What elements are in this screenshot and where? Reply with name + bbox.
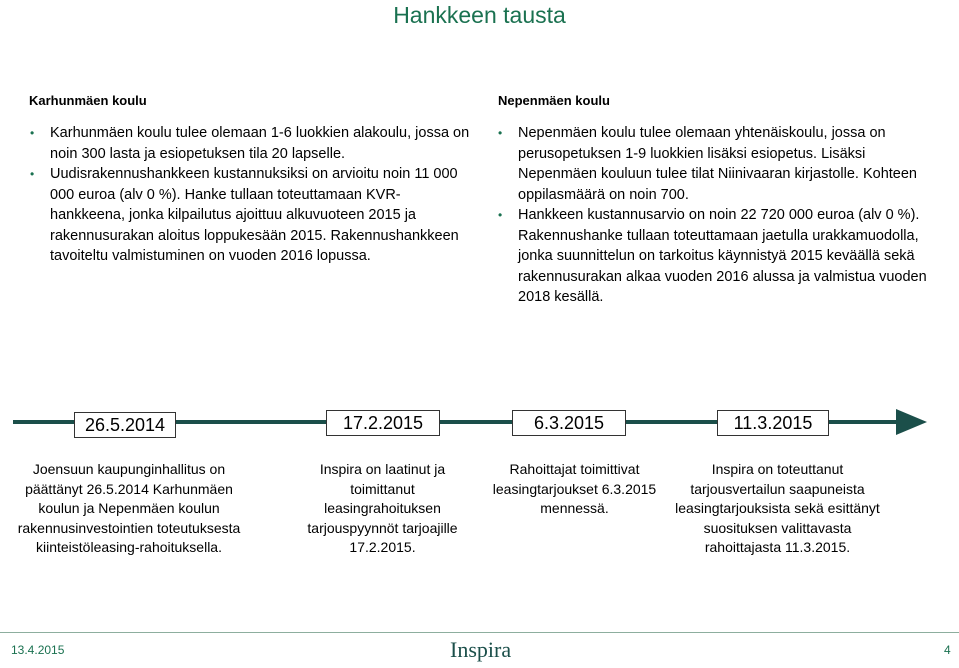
timeline-date-4: 11.3.2015 <box>717 410 829 436</box>
bullet-icon: • <box>498 126 503 140</box>
timeline-event-3: Rahoittajat toimittivat leasingtarjoukset 6.3.2015 mennessä. <box>492 461 657 516</box>
timeline-event-2: Inspira on laatinut ja toimittanut leasingrahoituksen tarjouspyynnöt tarjoajille 17.2.2015. <box>307 461 458 555</box>
inspira-logo: Inspira <box>450 637 512 662</box>
bullet-icon: • <box>30 126 35 140</box>
list-item <box>30 123 475 164</box>
timeline-arrow-icon <box>896 409 927 435</box>
timeline-event-4: Inspira on toteuttanut tarjousvertailun saapuneista leasingtarjouksista sekä esittänyt suosituksen valittavasta rahoittajasta 11.3.2015. <box>675 461 880 555</box>
bullet-text: Nepenmäen koulu tulee olemaan yhtenäiskoulu, jossa on perusopetuksen 1-9 luokkien lisäksi esiopetus. Lisäksi Nepenmäen kouluun tulee tilat Niinivaaran kirjastolle. Kohteen oppilasmäärä on noin 700. <box>518 125 917 203</box>
timeline-date-1: 26.5.2014 <box>74 412 176 438</box>
bullet-text: Hankkeen kustannusarvio on noin 22 720 000 euroa (alv 0 %). Rakennushanke tullaan toteuttamaan jaetulla urakkamuodolla, jonka suunnittelun on tarkoitus käynnistyä 2015 keväällä sekä rakennusurakan alkaa vuoden 2016 alussa ja valmistua vuoden 2018 kesällä. <box>518 207 927 305</box>
list-item <box>498 205 938 308</box>
footer-divider <box>0 632 959 633</box>
bullet-icon: • <box>30 167 35 181</box>
page-number: 4 <box>944 643 951 657</box>
timeline-date-2: 17.2.2015 <box>326 410 440 436</box>
karhunmaki-bullets <box>30 123 475 267</box>
list-item <box>498 123 938 205</box>
bullet-text: Karhunmäen koulu tulee olemaan 1-6 luokkien alakoulu, jossa on noin 300 lasta ja esiopetuksen tila 20 lapselle. <box>50 125 470 162</box>
karhunmaki-heading: Karhunmäen koulu <box>29 93 147 108</box>
page-title: Hankkeen tausta <box>393 2 566 28</box>
bullet-icon: • <box>498 208 503 222</box>
nepenmaki-heading: Nepenmäen koulu <box>498 93 610 108</box>
timeline-event-1: Joensuun kaupunginhallitus on päättänyt 26.5.2014 Karhunmäen koulun ja Nepenmäen koulun rakennusinvestointien toteutuksesta kiinteistöleasing-rahoituksella. <box>17 461 241 555</box>
nepenmaki-bullets <box>498 123 938 308</box>
bullet-text: Uudisrakennushankkeen kustannuksiksi on arvioitu noin 11 000 000 euroa (alv 0 %). Hanke tullaan toteuttamaan KVR-hankkeena, jonka kilpailutus ajoittuu alkuvuoteen 2015 ja rakennusurakan aloitus loppukesään 2015. Rakennushankkeen tavoiteltu valmistuminen on vuoden 2016 lopussa. <box>50 166 459 264</box>
footer-date: 13.4.2015 <box>11 643 65 657</box>
timeline-date-3: 6.3.2015 <box>512 410 626 436</box>
list-item <box>30 164 475 267</box>
